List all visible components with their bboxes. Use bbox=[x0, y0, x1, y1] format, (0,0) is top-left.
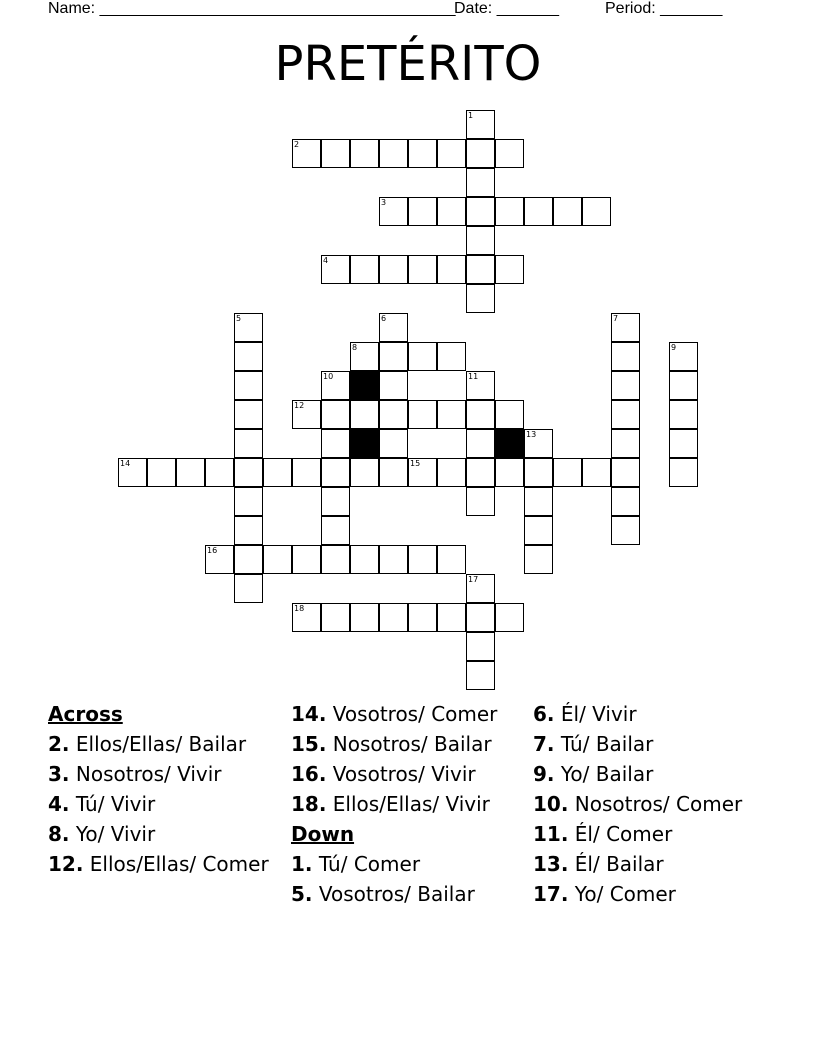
grid-cell[interactable] bbox=[292, 545, 321, 574]
clue-item bbox=[48, 732, 283, 756]
grid-cell[interactable] bbox=[437, 545, 466, 574]
grid-cell[interactable] bbox=[495, 139, 524, 168]
down-heading: Down bbox=[291, 822, 355, 846]
grid-cell[interactable] bbox=[234, 400, 263, 429]
grid-cell[interactable] bbox=[176, 458, 205, 487]
grid-cell[interactable] bbox=[611, 458, 640, 487]
grid-cell[interactable] bbox=[437, 139, 466, 168]
grid-number: 9 bbox=[671, 343, 677, 352]
grid-cell[interactable] bbox=[466, 661, 495, 690]
clue-text: Nosotros/ Bailar bbox=[326, 732, 492, 756]
grid-cell[interactable] bbox=[321, 400, 350, 429]
clue-number: 4. bbox=[48, 792, 70, 816]
grid-cell[interactable] bbox=[408, 139, 437, 168]
period-field-label: Period: _______ bbox=[605, 0, 723, 17]
grid-cell[interactable] bbox=[582, 197, 611, 226]
grid-cell[interactable] bbox=[350, 139, 379, 168]
grid-cell[interactable] bbox=[669, 458, 698, 487]
grid-cell[interactable] bbox=[611, 487, 640, 516]
clue-item bbox=[533, 852, 768, 876]
clue-number: 8. bbox=[48, 822, 70, 846]
grid-number: 18 bbox=[294, 604, 305, 613]
clue-text: Ellos/Ellas/ Vivir bbox=[326, 792, 490, 816]
clue-item bbox=[291, 882, 526, 906]
grid-cell[interactable] bbox=[321, 603, 350, 632]
grid-cell[interactable] bbox=[379, 545, 408, 574]
clue-item bbox=[533, 822, 768, 846]
clue-number: 10. bbox=[533, 792, 569, 816]
clue-text: Ellos/Ellas/ Bailar bbox=[69, 732, 247, 756]
grid-cell[interactable] bbox=[466, 429, 495, 458]
grid-number: 11 bbox=[468, 372, 479, 381]
grid-cell[interactable] bbox=[379, 400, 408, 429]
grid-cell[interactable] bbox=[524, 487, 553, 516]
grid-cell[interactable] bbox=[495, 255, 524, 284]
clue-item bbox=[533, 732, 768, 756]
clue-number: 2. bbox=[48, 732, 70, 756]
grid-cell[interactable] bbox=[379, 342, 408, 371]
clue-number: 3. bbox=[48, 762, 70, 786]
grid-cell[interactable] bbox=[466, 400, 495, 429]
date-field-label: Date: _______ bbox=[454, 0, 559, 17]
grid-cell[interactable] bbox=[408, 400, 437, 429]
grid-cell[interactable] bbox=[524, 458, 553, 487]
grid-cell[interactable] bbox=[263, 458, 292, 487]
clue-text: Él/ Comer bbox=[568, 822, 673, 846]
clue-number: 15. bbox=[291, 732, 327, 756]
grid-number: 5 bbox=[236, 314, 242, 323]
grid-cell-blocked bbox=[495, 429, 524, 458]
grid-cell[interactable] bbox=[321, 139, 350, 168]
clue-text: Tú/ Bailar bbox=[554, 732, 654, 756]
grid-cell[interactable] bbox=[437, 400, 466, 429]
clue-text: Tú/ Vivir bbox=[69, 792, 156, 816]
clues-column-2 bbox=[291, 702, 526, 912]
clue-number: 11. bbox=[533, 822, 569, 846]
clue-item bbox=[533, 792, 768, 816]
grid-cell[interactable] bbox=[234, 371, 263, 400]
grid-cell[interactable] bbox=[466, 603, 495, 632]
grid-number: 3 bbox=[381, 198, 387, 207]
clue-text: Vosotros/ Vivir bbox=[326, 762, 476, 786]
grid-number: 8 bbox=[352, 343, 358, 352]
clue-item bbox=[291, 852, 526, 876]
grid-cell[interactable] bbox=[553, 197, 582, 226]
grid-number: 12 bbox=[294, 401, 305, 410]
grid-cell[interactable] bbox=[321, 545, 350, 574]
clue-number: 9. bbox=[533, 762, 555, 786]
grid-cell[interactable] bbox=[466, 168, 495, 197]
clue-text: Ellos/Ellas/ Comer bbox=[83, 852, 269, 876]
clue-item bbox=[48, 852, 283, 876]
grid-number: 2 bbox=[294, 140, 300, 149]
grid-number: 7 bbox=[613, 314, 619, 323]
grid-cell[interactable] bbox=[234, 516, 263, 545]
grid-cell[interactable] bbox=[234, 429, 263, 458]
clue-item bbox=[48, 822, 283, 846]
grid-cell[interactable] bbox=[611, 342, 640, 371]
name-field-label: Name: ________________________________________ bbox=[48, 0, 456, 17]
clue-text: Nosotros/ Vivir bbox=[69, 762, 222, 786]
grid-cell[interactable] bbox=[495, 458, 524, 487]
grid-cell[interactable] bbox=[205, 458, 234, 487]
grid-cell[interactable] bbox=[292, 458, 321, 487]
grid-cell[interactable] bbox=[466, 197, 495, 226]
clue-number: 1. bbox=[291, 852, 313, 876]
grid-cell[interactable] bbox=[466, 255, 495, 284]
clue-number: 16. bbox=[291, 762, 327, 786]
grid-cell[interactable] bbox=[437, 342, 466, 371]
grid-cell[interactable] bbox=[408, 545, 437, 574]
clue-text: Nosotros/ Comer bbox=[568, 792, 743, 816]
grid-cell[interactable] bbox=[524, 197, 553, 226]
grid-cell[interactable] bbox=[234, 487, 263, 516]
grid-number: 1 bbox=[468, 111, 474, 120]
grid-cell[interactable] bbox=[437, 197, 466, 226]
grid-cell[interactable] bbox=[524, 516, 553, 545]
grid-cell[interactable] bbox=[408, 197, 437, 226]
clue-text: Yo/ Bailar bbox=[554, 762, 654, 786]
grid-cell[interactable] bbox=[321, 429, 350, 458]
grid-cell[interactable] bbox=[379, 139, 408, 168]
clue-item bbox=[291, 732, 526, 756]
grid-cell[interactable] bbox=[147, 458, 176, 487]
clue-number: 14. bbox=[291, 702, 327, 726]
clue-text: Vosotros/ Comer bbox=[326, 702, 498, 726]
grid-cell[interactable] bbox=[350, 545, 379, 574]
clue-text: Yo/ Vivir bbox=[69, 822, 156, 846]
clues-column-3 bbox=[533, 702, 768, 912]
grid-number: 6 bbox=[381, 314, 387, 323]
clue-number: 17. bbox=[533, 882, 569, 906]
grid-cell[interactable] bbox=[669, 371, 698, 400]
grid-cell[interactable] bbox=[466, 458, 495, 487]
grid-cell[interactable] bbox=[437, 255, 466, 284]
grid-cell[interactable] bbox=[379, 255, 408, 284]
grid-number: 15 bbox=[410, 459, 421, 468]
grid-cell[interactable] bbox=[379, 603, 408, 632]
grid-cell[interactable] bbox=[379, 371, 408, 400]
grid-cell[interactable] bbox=[408, 603, 437, 632]
grid-number: 10 bbox=[323, 372, 334, 381]
grid-number: 16 bbox=[207, 546, 218, 555]
clue-item bbox=[48, 762, 283, 786]
across-heading: Across bbox=[48, 702, 123, 726]
clue-number: 5. bbox=[291, 882, 313, 906]
grid-cell[interactable] bbox=[379, 429, 408, 458]
grid-cell[interactable] bbox=[379, 458, 408, 487]
grid-cell[interactable] bbox=[611, 429, 640, 458]
grid-cell[interactable] bbox=[321, 487, 350, 516]
grid-cell[interactable] bbox=[234, 545, 263, 574]
grid-number: 4 bbox=[323, 256, 329, 265]
grid-cell[interactable] bbox=[466, 632, 495, 661]
grid-cell[interactable] bbox=[263, 545, 292, 574]
grid-number: 17 bbox=[468, 575, 479, 584]
grid-number: 14 bbox=[120, 459, 131, 468]
grid-cell[interactable] bbox=[350, 603, 379, 632]
grid-cell[interactable] bbox=[466, 487, 495, 516]
clue-item bbox=[533, 762, 768, 786]
grid-cell[interactable] bbox=[669, 429, 698, 458]
clues-column-1 bbox=[48, 702, 283, 882]
grid-cell[interactable] bbox=[524, 545, 553, 574]
clue-text: Yo/ Comer bbox=[568, 882, 676, 906]
clue-item bbox=[533, 702, 768, 726]
grid-number: 13 bbox=[526, 430, 537, 439]
clue-text: Vosotros/ Bailar bbox=[312, 882, 475, 906]
clue-item bbox=[291, 792, 526, 816]
grid-cell[interactable] bbox=[234, 458, 263, 487]
clue-number: 12. bbox=[48, 852, 84, 876]
grid-cell[interactable] bbox=[234, 342, 263, 371]
clue-text: Él/ Bailar bbox=[568, 852, 664, 876]
grid-cell[interactable] bbox=[611, 371, 640, 400]
grid-cell[interactable] bbox=[350, 400, 379, 429]
grid-cell-blocked bbox=[350, 371, 379, 400]
grid-cell[interactable] bbox=[466, 226, 495, 255]
clue-text: Tú/ Comer bbox=[312, 852, 421, 876]
grid-cell[interactable] bbox=[350, 458, 379, 487]
grid-cell-blocked bbox=[350, 429, 379, 458]
clue-number: 7. bbox=[533, 732, 555, 756]
grid-cell[interactable] bbox=[669, 400, 698, 429]
grid-cell[interactable] bbox=[582, 458, 611, 487]
grid-cell[interactable] bbox=[466, 284, 495, 313]
page-title: PRETÉRITO bbox=[274, 36, 542, 92]
grid-cell[interactable] bbox=[437, 603, 466, 632]
clue-item bbox=[48, 792, 283, 816]
clue-text: Él/ Vivir bbox=[554, 702, 637, 726]
clue-number: 13. bbox=[533, 852, 569, 876]
grid-cell[interactable] bbox=[495, 400, 524, 429]
clue-item bbox=[291, 762, 526, 786]
clue-item bbox=[533, 882, 768, 906]
grid-cell[interactable] bbox=[437, 458, 466, 487]
clue-item bbox=[291, 702, 526, 726]
clue-number: 6. bbox=[533, 702, 555, 726]
grid-cell[interactable] bbox=[466, 139, 495, 168]
grid-cell[interactable] bbox=[321, 458, 350, 487]
grid-cell[interactable] bbox=[611, 516, 640, 545]
grid-cell[interactable] bbox=[495, 603, 524, 632]
clue-number: 18. bbox=[291, 792, 327, 816]
grid-cell[interactable] bbox=[611, 400, 640, 429]
grid-cell[interactable] bbox=[408, 255, 437, 284]
grid-cell[interactable] bbox=[553, 458, 582, 487]
grid-cell[interactable] bbox=[350, 255, 379, 284]
grid-cell[interactable] bbox=[495, 197, 524, 226]
grid-cell[interactable] bbox=[321, 516, 350, 545]
grid-cell[interactable] bbox=[408, 342, 437, 371]
grid-cell[interactable] bbox=[234, 574, 263, 603]
